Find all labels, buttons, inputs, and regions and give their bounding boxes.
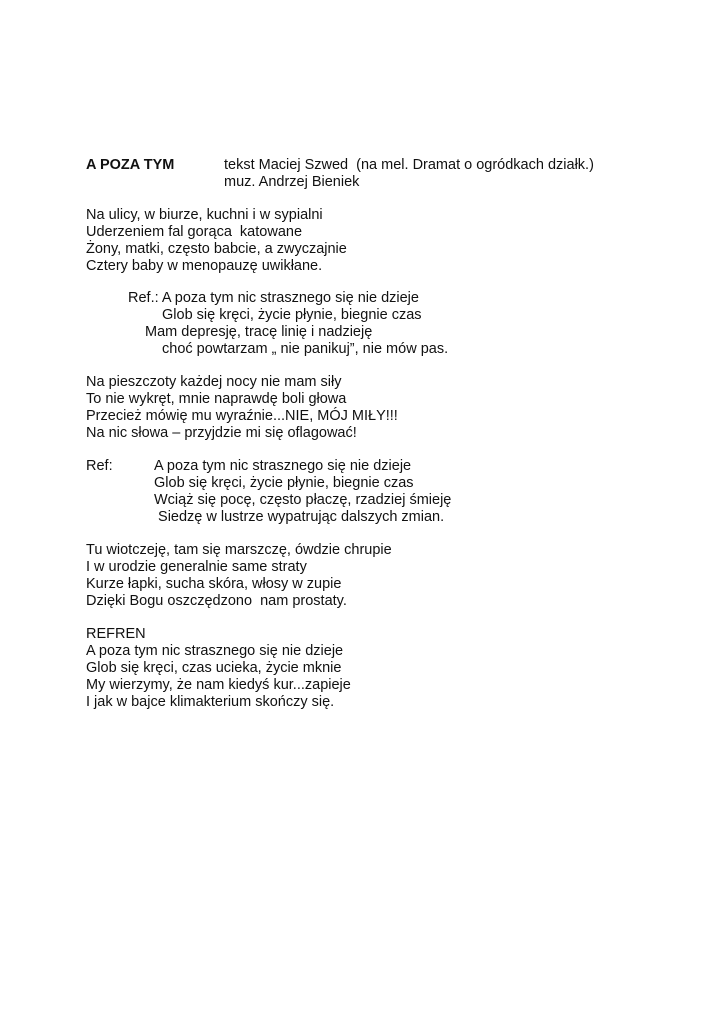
refrain3-line-2: Glob się kręci, czas ucieka, życie mknie <box>86 660 342 676</box>
refrain3-line-1: A poza tym nic strasznego się nie dzieje <box>86 643 344 659</box>
verse2-line-3: Przecież mówię mu wyraźnie...NIE, MÓJ MIŁY!!! <box>86 408 398 424</box>
refrain3-heading: REFREN <box>86 626 146 642</box>
verse2-line-2: To nie wykręt, mnie naprawdę boli głowa <box>86 391 347 407</box>
verse1-line-3: Żony, matki, często babcie, a zwyczajnie <box>86 241 347 257</box>
verse1-line-2: Uderzeniem fal gorąca katowane <box>86 224 303 240</box>
refrain2-line-4: Siedzę w lustrze wypatrując dalszych zmian. <box>154 509 445 525</box>
refrain3-line-3: My wierzymy, że nam kiedyś kur...zapieje <box>86 677 351 693</box>
refrain1-line-2: Glob się kręci, życie płynie, biegnie czas <box>162 307 422 323</box>
refrain2-line-3: Wciąż się pocę, często płaczę, rzadziej śmieję <box>154 492 452 508</box>
refrain2-line-1: A poza tym nic strasznego się nie dzieje <box>154 458 412 474</box>
refrain2-label: Ref: <box>86 458 113 474</box>
refrain1-line-1: Ref.: A poza tym nic strasznego się nie dzieje <box>128 290 419 306</box>
song-title: A POZA TYM <box>86 157 175 173</box>
verse3-line-4: Dzięki Bogu oszczędzono nam prostaty. <box>86 593 347 609</box>
music-credit: muz. Andrzej Bieniek <box>224 174 360 190</box>
verse2-line-4: Na nic słowa – przyjdzie mi się oflagować! <box>86 425 357 441</box>
verse3-line-1: Tu wiotczeję, tam się marszczę, ówdzie chrupie <box>86 542 392 558</box>
verse1-line-4: Cztery baby w menopauzę uwikłane. <box>86 258 323 274</box>
verse3-line-2: I w urodzie generalnie same straty <box>86 559 307 575</box>
lyrics-credit: tekst Maciej Szwed (na mel. Dramat o ogródkach działk.) <box>224 157 594 173</box>
verse3-line-3: Kurze łapki, sucha skóra, włosy w zupie <box>86 576 342 592</box>
verse2-line-1: Na pieszczoty każdej nocy nie mam siły <box>86 374 342 390</box>
verse1-line-1: Na ulicy, w biurze, kuchni i w sypialni <box>86 207 323 223</box>
refrain3-line-4: I jak w bajce klimakterium skończy się. <box>86 694 335 710</box>
refrain1-line-3: Mam depresję, tracę linię i nadzieję <box>145 324 373 340</box>
refrain2-line-2: Glob się kręci, życie płynie, biegnie czas <box>154 475 414 491</box>
refrain1-line-4: choć powtarzam „ nie panikuj”, nie mów pas. <box>162 341 449 357</box>
